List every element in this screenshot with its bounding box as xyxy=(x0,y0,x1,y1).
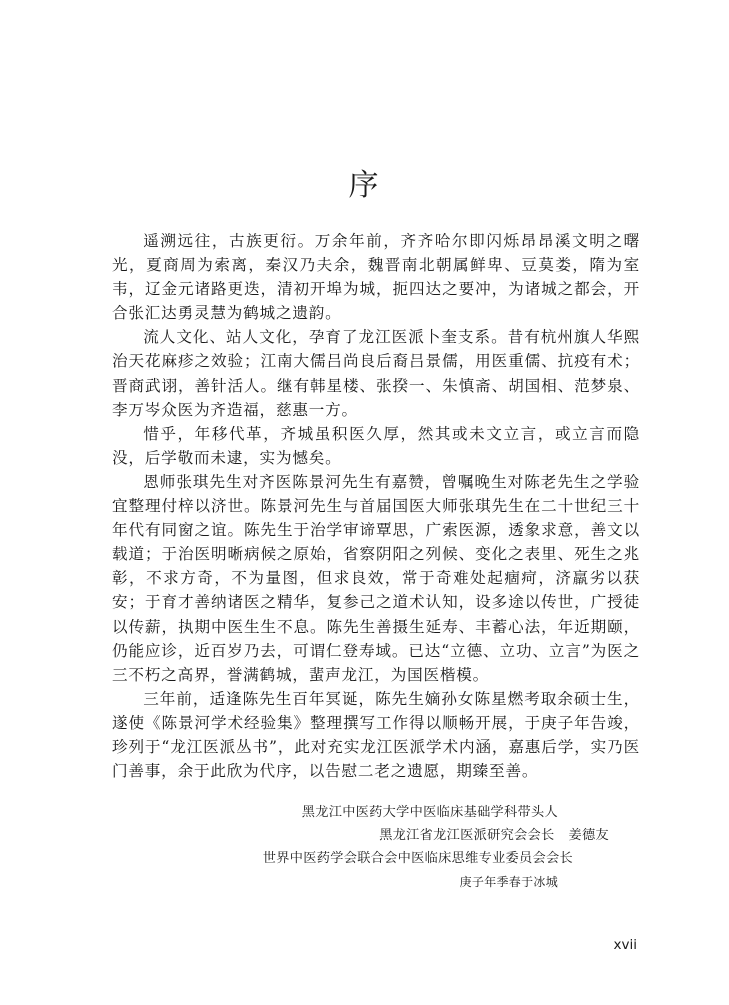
paragraph-3: 惜乎，年移代革，齐城虽积医久厚，然其或未文立言，或立言而隐没，后学敬而未逮，实为憾矣。 xyxy=(112,424,640,467)
page-title: 序 xyxy=(348,168,381,203)
signature-affiliation-2 xyxy=(379,826,609,846)
page-number: xvii xyxy=(613,937,637,953)
paragraph-5: 三年前，适逢陈先生百年冥诞，陈先生嫡孙女陈星燃考取余硕士生，遂使《陈景河学术经验集》整理撰写工作得以顺畅开展，于庚子年告竣，珍列于“龙江医派丛书”，此对充实龙江医派学术内涵，嘉惠后学，实乃医门善事，余于此欣为代序，以告慰二老之遗愿，期臻至善。 xyxy=(112,689,640,781)
signature-date: 庚子年季春于冰城 xyxy=(459,875,558,889)
signature-role: 黑龙江省龙江医派研究会会长 xyxy=(379,828,555,843)
paragraph-4: 恩师张琪先生对齐医陈景河先生有嘉赞，曾嘱晚生对陈老先生之学验宜整理付梓以济世。陈景河先生与首届国医大师张琪先生在二十世纪三十年代有同窗之谊。陈先生于治学审谛覃思，广索医源，透象求意，善文以载道；于治医明晰病候之原始，省察阴阳之列候、变化之表里、死生之兆彰，不求方奇，不为量图，但求良效，常于奇难处起痼疴，济羸劣以获安；于育才善纳诸医之精华，复参己之道术认知，设多途以传世，广授徒以传薪，执期中医生生不息。陈先生善摄生延寿、丰蓄心法，年近期颐，仍能应诊，近百岁乃去，可谓仁登寿域。已达“立德、立功、立言”为医之三不朽之高界，誉满鹤城，蜚声龙江，为国医楷模。 xyxy=(112,472,640,684)
signature-name: 姜德友 xyxy=(568,828,609,843)
signature-affiliation-1: 黑龙江中医药大学中医临床基础学科带头人 xyxy=(301,805,558,820)
paragraph-1: 遥溯远往，古族更衍。万余年前，齐齐哈尔即闪烁昂昂溪文明之曙光，夏商周为索离，秦汉乃夫余，魏晋南北朝属鲜卑、豆莫娄，隋为室韦，辽金元诸路更迭，清初开埠为城，扼四达之要冲，为诸城之都会，开合张汇达勇灵慧为鹤城之遗韵。 xyxy=(112,232,640,323)
signature-affiliation-3: 世界中医药学会联合会中医临床思维专业委员会会长 xyxy=(262,851,573,866)
paragraph-2: 流人文化、站人文化，孕育了龙江医派卜奎支系。昔有杭州旗人华熙治天花麻疹之效验；江南大儒吕尚良后裔吕景儒，用医重儒、抗疫有术；晋商武诩，善针活人。继有韩星楼、张揆一、朱慎斋、胡国相、范梦泉、李万岑众医为齐造福，慈惠一方。 xyxy=(112,328,640,419)
preface-body xyxy=(112,229,640,783)
